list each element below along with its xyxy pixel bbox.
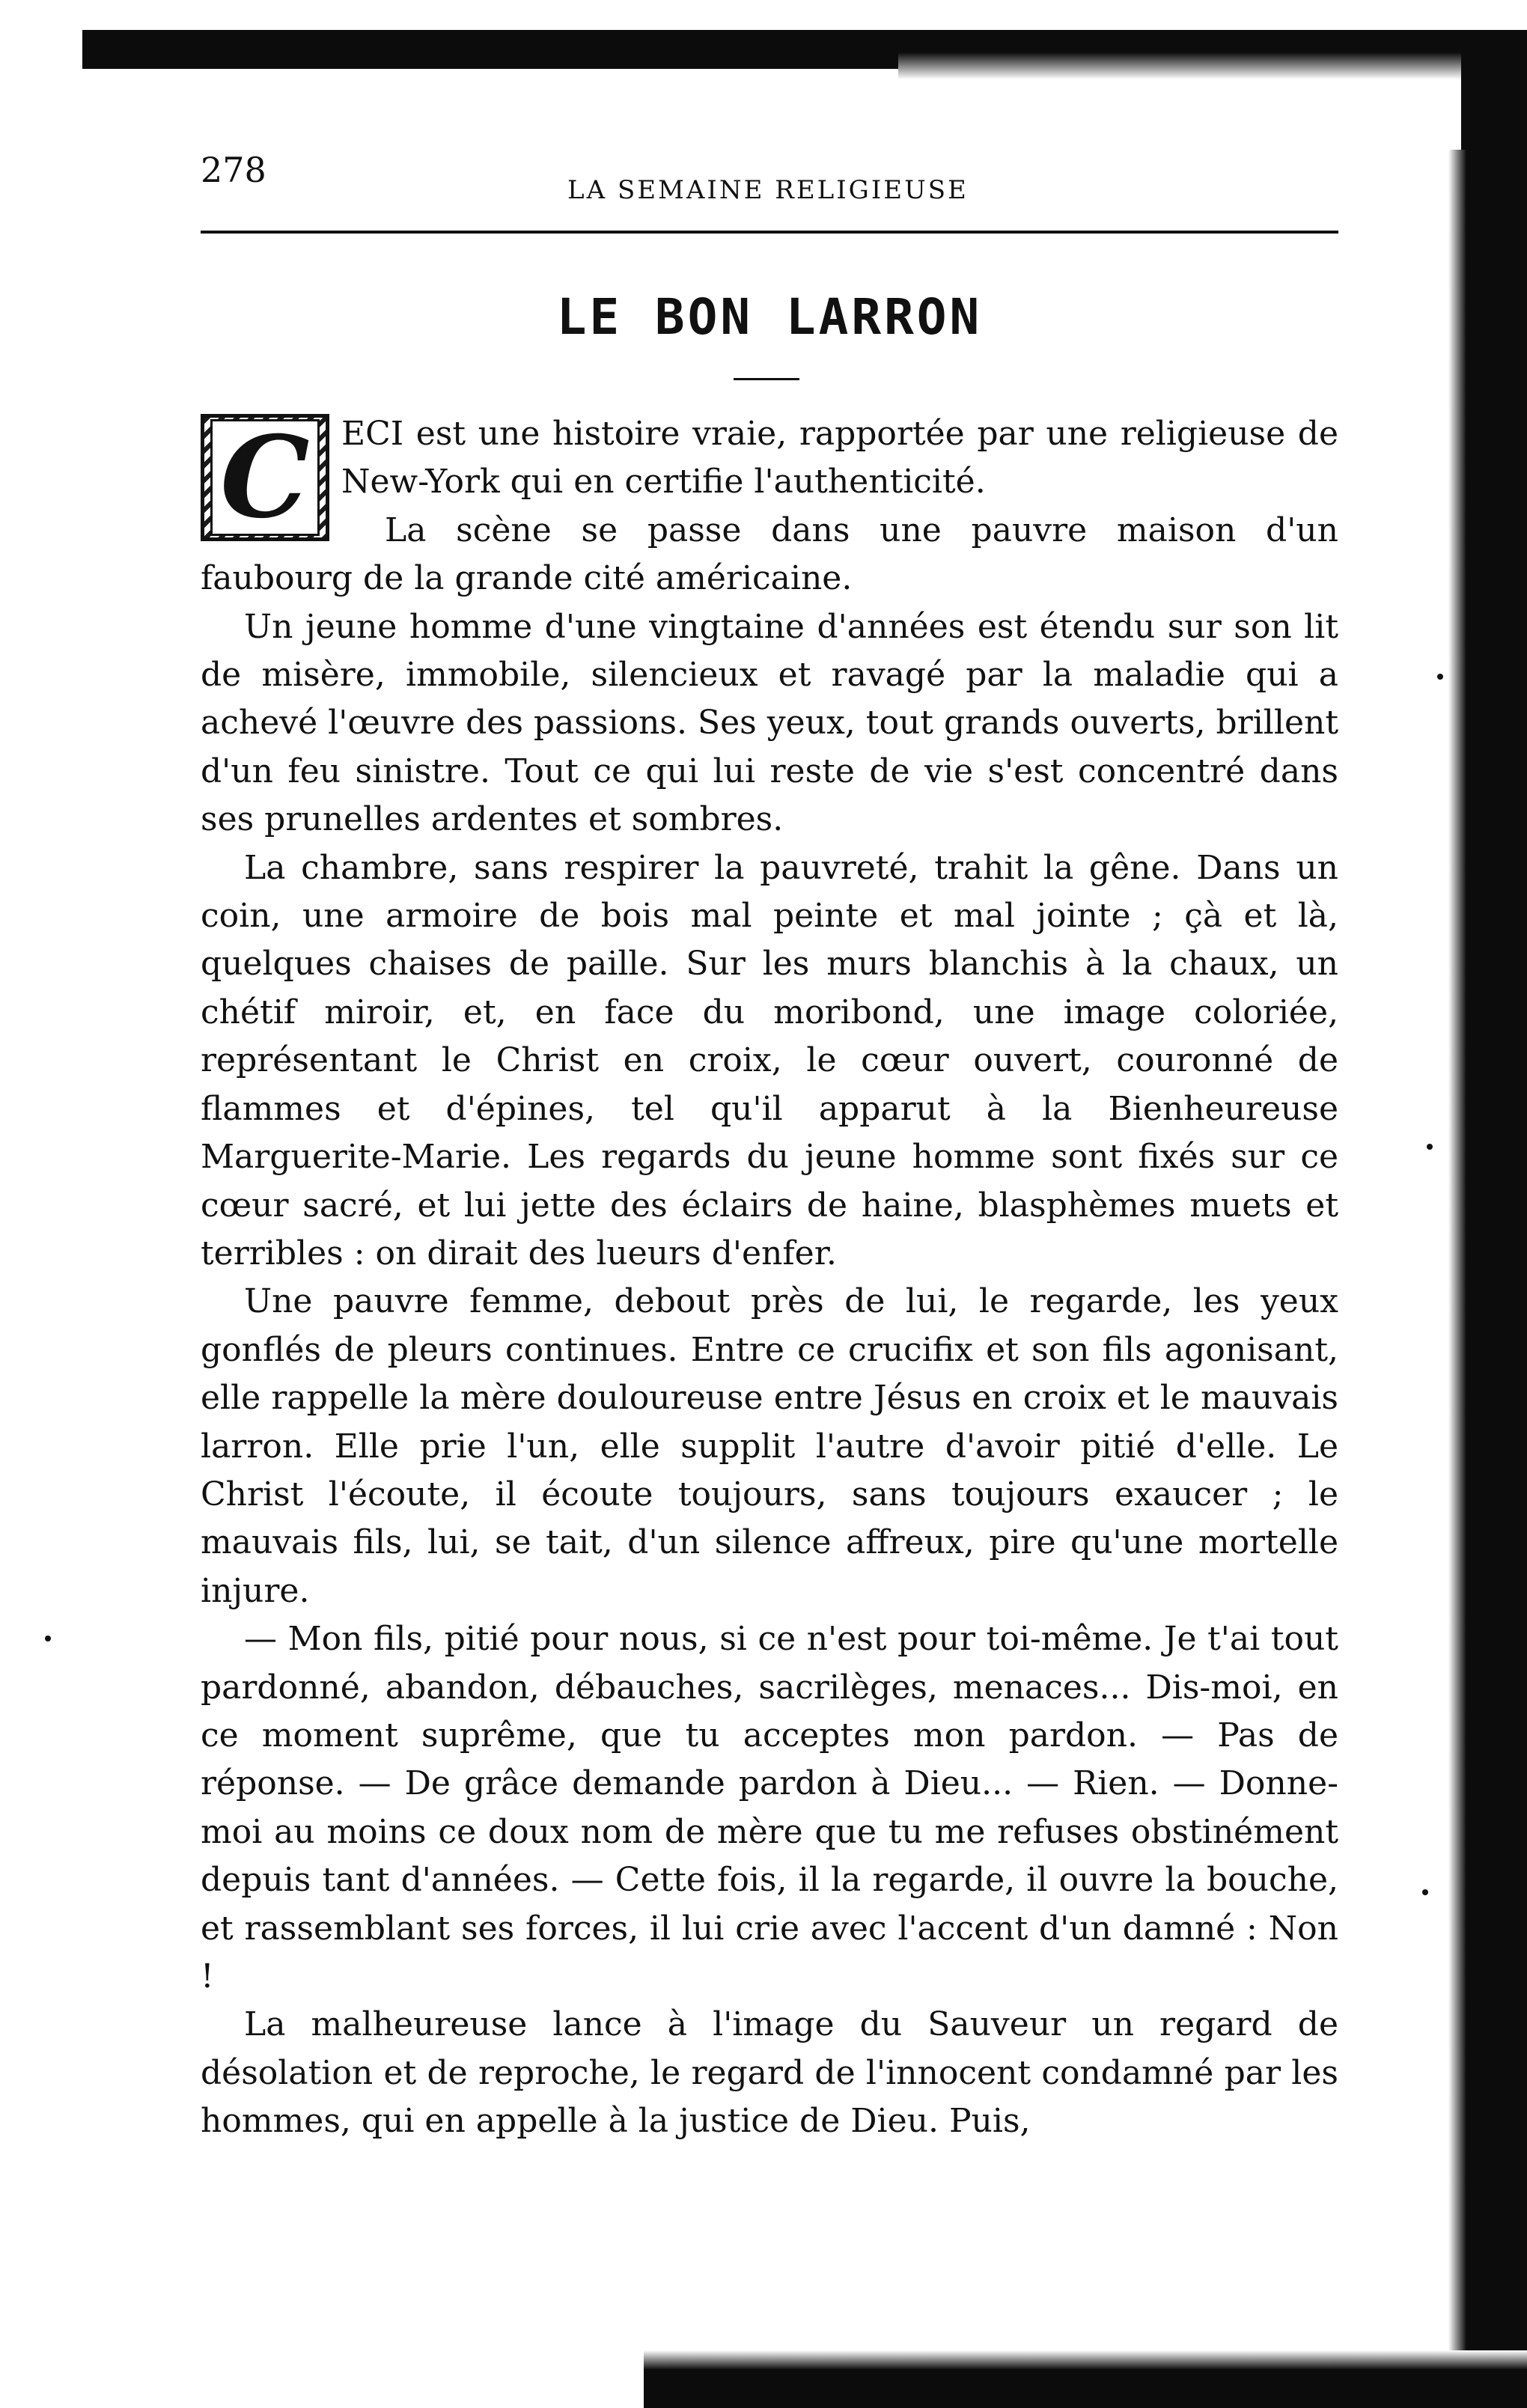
- paragraph-7: La malheureuse lance à l'image du Sauveur un regard de désolation et de reproche, le regard de l'innocent condamné par les hommes, qui en appelle à la justice de Dieu. Puis,: [201, 2005, 1338, 2141]
- paragraph-5: Une pauvre femme, debout près de lui, le regarde, les yeux gonflés de pleurs continues. Entre ce crucifix et son fils agonisant, elle rappelle la mère douloureuse entre Jésus en croix et le mauvais larron. Elle prie l'un, elle supplit l'autre d'avoir pitié d'elle. Le Christ l'écoute, il écoute toujours, sans toujours exaucer ; le mauvais fils, lui, se tait, d'un silence affreux, pire qu'une mortelle injure.: [201, 1282, 1338, 1610]
- paragraph-3: Un jeune homme d'une vingtaine d'années est étendu sur son lit de misère, immobile, silencieux et ravagé par la maladie qui a achevé l'œuvre des passions. Ses yeux, tout grands ouverts, brillent d'un feu sinistre. Tout ce qui lui reste de vie s'est concentré dans ses prunelles ardentes et sombres.: [201, 607, 1338, 839]
- paragraph-4: La chambre, sans respirer la pauvreté, trahit la gêne. Dans un coin, une armoire de bois mal peinte et mal jointe ; çà et là, quelques chaises de paille. Sur les murs blanchis à la chaux, un chétif miroir, et, en face du moribond, une image coloriée, représentant le Christ en croix, le cœur ouvert, couronné de flammes et d'épines, tel qu'il apparut à la Bienheureuse Marguerite-Marie. Les regards du jeune homme sont fixés sur ce cœur sacré, et lui jette des éclairs de haine, blasphèmes muets et terribles : on dirait des lueurs d'enfer.: [201, 848, 1338, 1272]
- scan-border-bottom: [644, 2369, 1527, 2408]
- running-head: [201, 150, 1338, 210]
- scan-border-right-fade: [1448, 150, 1466, 2358]
- paragraph-2: La scène se passe dans une pauvre maison d'un faubourg de la grande cité américaine.: [201, 510, 1338, 598]
- drop-cap-space: [201, 410, 341, 549]
- scan-border-right: [1461, 45, 1527, 2408]
- article-body: [201, 410, 1338, 2146]
- paragraph-6: — Mon fils, pitié pour nous, si ce n'est pour toi-même. Je t'ai tout pardonné, abandon, débauches, sacrilèges, menaces... Dis-moi, en ce moment suprême, que tu acceptes mon pardon. — Pas de réponse. — De grâce demande pardon à Dieu... — Rien. — Donne-moi au moins ce doux nom de mère que tu me refuses obstinément depuis tant d'années. — Cette fois, il la regarde, il ouvre la bouche, et rassemblant ses forces, il lui crie avec l'accent d'un damné : Non !: [201, 1620, 1338, 1996]
- paragraph-1-text: ECI est une histoire vraie, rapportée par une religieuse de New-York qui en certifie l'authenticité.: [341, 415, 1338, 502]
- scan-speck: [1437, 674, 1443, 680]
- scan-speck: [45, 1636, 51, 1642]
- article-title: LE BON LARRON: [556, 288, 983, 346]
- page-number: 278: [201, 150, 266, 190]
- scan-speck: [1422, 1889, 1428, 1895]
- drop-cap-letter: C: [210, 419, 319, 536]
- scan-speck: [1427, 1144, 1433, 1150]
- title-rule: [734, 378, 799, 380]
- scan-border-top-fade: [898, 52, 1527, 79]
- paragraph-1: [201, 410, 1338, 507]
- scan-border-bottom-fade: [644, 2350, 1527, 2370]
- header-rule: [201, 231, 1338, 234]
- journal-title: LA SEMAINE RELIGIEUSE: [567, 175, 969, 205]
